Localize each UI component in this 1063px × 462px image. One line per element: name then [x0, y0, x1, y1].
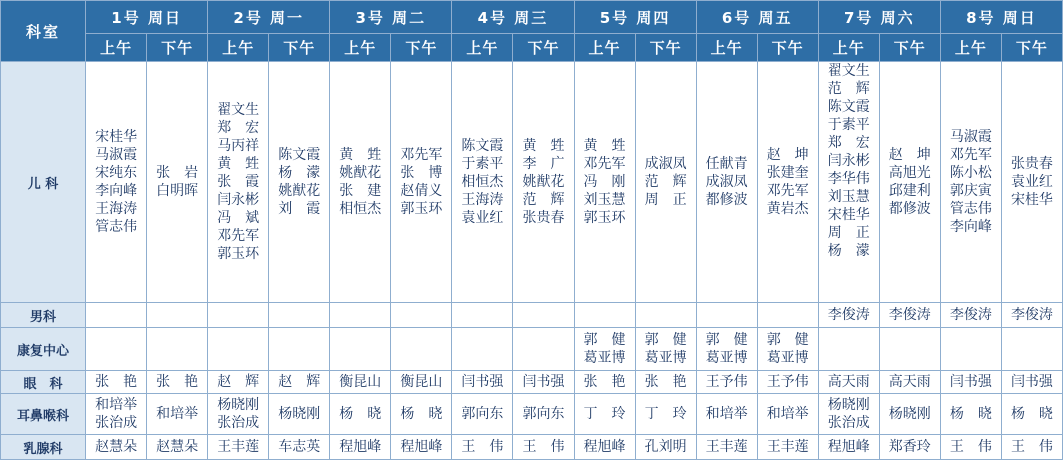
dept-label: 儿 科 — [1, 62, 86, 303]
doctor-name: 于素平 — [461, 156, 504, 172]
duty-cell — [1001, 303, 1062, 328]
dept-label: 乳腺科 — [1, 435, 86, 460]
am-header: 上午 — [208, 34, 269, 62]
doctor-name: 刘玉慧 — [827, 189, 870, 205]
doctor-name: 相恒杰 — [461, 174, 504, 190]
pm-header: 下午 — [1001, 34, 1062, 62]
dept-label: 眼 科 — [1, 371, 86, 394]
doctor-name: 袁业红 — [461, 210, 504, 226]
dept-label: 康复中心 — [1, 328, 86, 371]
doctor-name: 葛亚博 — [583, 350, 626, 366]
doctor-name: 和培举 — [766, 406, 809, 422]
doctor-name: 赵 坤 — [766, 147, 809, 163]
duty-cell — [452, 62, 513, 303]
duty-cell — [635, 62, 696, 303]
duty-cell — [513, 303, 574, 328]
doctor-name: 都修波 — [705, 192, 748, 208]
doctor-name: 宋桂华 — [827, 207, 870, 223]
duty-cell — [513, 371, 574, 394]
dept-label: 耳鼻喉科 — [1, 394, 86, 435]
doctor-name: 王丰莲 — [217, 439, 260, 455]
doctor-name: 赵慧朵 — [95, 439, 138, 455]
doctor-name: 孔刘明 — [644, 439, 687, 455]
am-header: 上午 — [940, 34, 1001, 62]
doctor-name: 王 伟 — [522, 439, 565, 455]
doctor-name: 李华伟 — [827, 171, 870, 187]
duty-cell — [818, 394, 879, 435]
duty-cell — [940, 371, 1001, 394]
am-header: 上午 — [696, 34, 757, 62]
duty-cell — [269, 328, 330, 371]
duty-cell — [635, 435, 696, 460]
duty-cell — [452, 394, 513, 435]
doctor-name: 王 伟 — [1010, 439, 1053, 455]
doctor-name: 王 伟 — [949, 439, 992, 455]
doctor-name: 王海涛 — [461, 192, 504, 208]
doctor-name: 杨晓刚 — [827, 397, 870, 413]
doctor-name: 程旭峰 — [339, 439, 382, 455]
doctor-name: 李俊涛 — [949, 307, 992, 323]
day-header: 2号 周一 — [208, 1, 330, 34]
doctor-name: 周 正 — [644, 192, 687, 208]
half-day-header-row — [1, 34, 1063, 62]
doctor-name: 管志伟 — [949, 201, 992, 217]
am-header: 上午 — [452, 34, 513, 62]
duty-cell — [208, 62, 269, 303]
doctor-name: 陈文霞 — [278, 147, 321, 163]
duty-cell — [147, 303, 208, 328]
doctor-name: 郭玉环 — [583, 210, 626, 226]
day-header-row — [1, 1, 1063, 34]
doctor-name: 程旭峰 — [583, 439, 626, 455]
duty-cell — [452, 328, 513, 371]
doctor-name: 和培举 — [156, 406, 199, 422]
duty-cell — [940, 435, 1001, 460]
duty-cell — [208, 328, 269, 371]
doctor-name: 闫书强 — [522, 374, 565, 390]
duty-cell — [757, 435, 818, 460]
duty-cell — [269, 62, 330, 303]
doctor-name: 翟文生 — [217, 102, 260, 118]
doctor-name: 张 岩 — [156, 165, 199, 181]
duty-cell — [269, 394, 330, 435]
duty-cell — [86, 303, 147, 328]
duty-cell — [879, 394, 940, 435]
duty-cell — [696, 371, 757, 394]
doctor-name: 范 辉 — [827, 81, 870, 97]
duty-cell — [635, 303, 696, 328]
duty-cell — [574, 371, 635, 394]
duty-cell — [330, 328, 391, 371]
doctor-name: 姚猷花 — [278, 183, 321, 199]
duty-cell — [940, 303, 1001, 328]
duty-cell — [86, 394, 147, 435]
doctor-name: 刘 霞 — [278, 201, 321, 217]
doctor-name: 张 霞 — [217, 174, 260, 190]
duty-cell — [940, 328, 1001, 371]
doctor-name: 陈文霞 — [461, 138, 504, 154]
duty-cell — [757, 394, 818, 435]
doctor-name: 袁业红 — [1010, 174, 1053, 190]
doctor-name: 葛亚博 — [705, 350, 748, 366]
pm-header: 下午 — [513, 34, 574, 62]
duty-cell — [818, 328, 879, 371]
doctor-name: 张治成 — [217, 415, 260, 431]
row-breast — [1, 435, 1063, 460]
duty-cell — [391, 303, 452, 328]
doctor-name: 杨 濛 — [827, 243, 870, 259]
doctor-name: 闫书强 — [461, 374, 504, 390]
doctor-name: 郭向东 — [461, 406, 504, 422]
duty-cell — [391, 435, 452, 460]
duty-cell — [391, 328, 452, 371]
doctor-name: 丁 玲 — [583, 406, 626, 422]
day-header: 8号 周日 — [940, 1, 1062, 34]
doctor-name: 张贵春 — [1010, 156, 1053, 172]
row-andrology — [1, 303, 1063, 328]
duty-cell — [574, 394, 635, 435]
doctor-name: 葛亚博 — [644, 350, 687, 366]
duty-cell — [757, 62, 818, 303]
pm-header: 下午 — [147, 34, 208, 62]
duty-cell — [330, 371, 391, 394]
duty-cell — [574, 303, 635, 328]
doctor-name: 高天雨 — [827, 374, 870, 390]
duty-cell — [86, 62, 147, 303]
doctor-name: 郭 健 — [644, 332, 687, 348]
doctor-name: 李向峰 — [95, 183, 138, 199]
doctor-name: 郑 宏 — [827, 135, 870, 151]
doctor-name: 李俊涛 — [1010, 307, 1053, 323]
doctor-name: 相恒杰 — [339, 201, 382, 217]
row-ophthalmology — [1, 371, 1063, 394]
row-ent — [1, 394, 1063, 435]
duty-cell — [818, 62, 879, 303]
doctor-name: 郭庆寅 — [949, 183, 992, 199]
doctor-name: 邓先军 — [766, 183, 809, 199]
day-header: 4号 周三 — [452, 1, 574, 34]
doctor-name: 宋纯东 — [95, 165, 138, 181]
doctor-name: 刘玉慧 — [583, 192, 626, 208]
doctor-name: 杨晓刚 — [888, 406, 931, 422]
doctor-name: 葛亚博 — [766, 350, 809, 366]
doctor-name: 马丙祥 — [217, 138, 260, 154]
doctor-name: 李 广 — [522, 156, 565, 172]
duty-cell — [86, 371, 147, 394]
doctor-name: 杨晓刚 — [278, 406, 321, 422]
doctor-name: 邱建利 — [888, 183, 931, 199]
doctor-name: 车志英 — [278, 439, 321, 455]
doctor-name: 冯 刚 — [583, 174, 626, 190]
doctor-name: 周 正 — [827, 225, 870, 241]
doctor-name: 姚猷花 — [522, 174, 565, 190]
am-header: 上午 — [330, 34, 391, 62]
duty-cell — [757, 328, 818, 371]
duty-cell — [757, 303, 818, 328]
doctor-name: 王丰莲 — [766, 439, 809, 455]
doctor-name: 闫书强 — [1010, 374, 1053, 390]
duty-cell — [1001, 371, 1062, 394]
am-header: 上午 — [86, 34, 147, 62]
duty-cell — [208, 303, 269, 328]
doctor-name: 马淑霞 — [95, 147, 138, 163]
doctor-name: 张贵春 — [522, 210, 565, 226]
duty-cell — [1001, 435, 1062, 460]
doctor-name: 白明晖 — [156, 183, 199, 199]
doctor-name: 杨 濛 — [278, 165, 321, 181]
duty-cell — [696, 394, 757, 435]
duty-cell — [269, 435, 330, 460]
doctor-name: 张 艳 — [95, 374, 138, 390]
duty-cell — [513, 435, 574, 460]
am-header: 上午 — [818, 34, 879, 62]
doctor-name: 赵 坤 — [888, 147, 931, 163]
row-pediatrics — [1, 62, 1063, 303]
duty-cell — [452, 303, 513, 328]
duty-cell — [757, 371, 818, 394]
doctor-name: 范 辉 — [522, 192, 565, 208]
duty-cell — [147, 394, 208, 435]
duty-cell — [147, 371, 208, 394]
duty-cell — [147, 328, 208, 371]
duty-cell — [818, 371, 879, 394]
doctor-name: 郭 健 — [705, 332, 748, 348]
doctor-name: 郭向东 — [522, 406, 565, 422]
duty-cell — [574, 435, 635, 460]
day-header: 1号 周日 — [86, 1, 208, 34]
duty-cell — [879, 62, 940, 303]
doctor-name: 黄岩杰 — [766, 201, 809, 217]
duty-cell — [330, 62, 391, 303]
duty-cell — [818, 303, 879, 328]
doctor-name: 衡昆山 — [339, 374, 382, 390]
duty-cell — [635, 394, 696, 435]
duty-cell — [879, 303, 940, 328]
doctor-name: 成淑凤 — [644, 156, 687, 172]
doctor-name: 王 伟 — [461, 439, 504, 455]
duty-cell — [330, 435, 391, 460]
doctor-name: 杨晓刚 — [217, 397, 260, 413]
doctor-name: 杨 晓 — [1010, 406, 1053, 422]
doctor-name: 杨 晓 — [339, 406, 382, 422]
doctor-name: 冯 斌 — [217, 210, 260, 226]
doctor-name: 任献青 — [705, 156, 748, 172]
pm-header: 下午 — [391, 34, 452, 62]
doctor-name: 郭玉环 — [400, 201, 443, 217]
pm-header: 下午 — [879, 34, 940, 62]
doctor-name: 邓先军 — [949, 147, 992, 163]
doctor-name: 邓先军 — [583, 156, 626, 172]
doctor-name: 陈文霞 — [827, 99, 870, 115]
duty-cell — [452, 371, 513, 394]
doctor-name: 于素平 — [827, 117, 870, 133]
duty-cell — [879, 435, 940, 460]
day-header: 3号 周二 — [330, 1, 452, 34]
doctor-name: 王丰莲 — [705, 439, 748, 455]
duty-cell — [696, 62, 757, 303]
schedule-body — [1, 62, 1063, 460]
doctor-name: 张 艳 — [156, 374, 199, 390]
doctor-name: 李俊涛 — [827, 307, 870, 323]
duty-cell — [513, 328, 574, 371]
doctor-name: 邓先军 — [217, 228, 260, 244]
duty-cell — [635, 371, 696, 394]
doctor-name: 郭 健 — [583, 332, 626, 348]
duty-cell — [147, 435, 208, 460]
doctor-name: 姚猷花 — [339, 165, 382, 181]
row-rehab-center — [1, 328, 1063, 371]
doctor-name: 杨 晓 — [400, 406, 443, 422]
day-header: 6号 周五 — [696, 1, 818, 34]
pm-header: 下午 — [635, 34, 696, 62]
doctor-name: 程旭峰 — [827, 439, 870, 455]
duty-cell — [391, 394, 452, 435]
doctor-name: 赵 辉 — [217, 374, 260, 390]
duty-cell — [818, 435, 879, 460]
duty-cell — [940, 394, 1001, 435]
doctor-name: 程旭峰 — [400, 439, 443, 455]
pm-header: 下午 — [757, 34, 818, 62]
doctor-name: 管志伟 — [95, 219, 138, 235]
duty-cell — [696, 435, 757, 460]
pm-header: 下午 — [269, 34, 330, 62]
doctor-name: 黄 甡 — [339, 147, 382, 163]
doctor-name: 马淑霞 — [949, 129, 992, 145]
doctor-name: 闫永彬 — [827, 153, 870, 169]
duty-cell — [1001, 394, 1062, 435]
doctor-name: 和培举 — [705, 406, 748, 422]
doctor-name: 郭 健 — [766, 332, 809, 348]
doctor-name: 闫书强 — [949, 374, 992, 390]
duty-cell — [208, 435, 269, 460]
day-header: 5号 周四 — [574, 1, 696, 34]
doctor-name: 高天雨 — [888, 374, 931, 390]
duty-cell — [635, 328, 696, 371]
duty-cell — [330, 303, 391, 328]
duty-cell — [879, 328, 940, 371]
dept-label: 男科 — [1, 303, 86, 328]
duty-cell — [879, 371, 940, 394]
doctor-name: 李向峰 — [949, 219, 992, 235]
doctor-name: 宋桂华 — [1010, 192, 1053, 208]
duty-cell — [147, 62, 208, 303]
doctor-name: 都修波 — [888, 201, 931, 217]
duty-cell — [1001, 62, 1062, 303]
duty-cell — [940, 62, 1001, 303]
doctor-name: 高旭光 — [888, 165, 931, 181]
duty-cell — [513, 394, 574, 435]
duty-cell — [696, 303, 757, 328]
doctor-name: 张 艳 — [583, 374, 626, 390]
duty-cell — [208, 371, 269, 394]
dept-header: 科室 — [1, 1, 86, 62]
doctor-name: 衡昆山 — [400, 374, 443, 390]
duty-cell — [86, 328, 147, 371]
doctor-name: 陈小松 — [949, 165, 992, 181]
doctor-name: 翟文生 — [827, 63, 870, 79]
duty-cell — [513, 62, 574, 303]
doctor-name: 黄 甡 — [522, 138, 565, 154]
doctor-name: 邓先军 — [400, 147, 443, 163]
duty-cell — [696, 328, 757, 371]
am-header: 上午 — [574, 34, 635, 62]
doctor-name: 王予伟 — [705, 374, 748, 390]
doctor-name: 张 博 — [400, 165, 443, 181]
doctor-name: 王予伟 — [766, 374, 809, 390]
duty-cell — [452, 435, 513, 460]
doctor-name: 张 建 — [339, 183, 382, 199]
duty-cell — [391, 62, 452, 303]
doctor-name: 赵倩义 — [400, 183, 443, 199]
doctor-name: 赵慧朵 — [156, 439, 199, 455]
doctor-name: 郭玉环 — [217, 246, 260, 262]
duty-cell — [574, 328, 635, 371]
duty-cell — [269, 371, 330, 394]
duty-cell — [330, 394, 391, 435]
day-header: 7号 周六 — [818, 1, 940, 34]
doctor-name: 范 辉 — [644, 174, 687, 190]
doctor-name: 闫永彬 — [217, 192, 260, 208]
duty-cell — [574, 62, 635, 303]
duty-cell — [269, 303, 330, 328]
doctor-name: 成淑凤 — [705, 174, 748, 190]
doctor-name: 张 艳 — [644, 374, 687, 390]
duty-cell — [86, 435, 147, 460]
doctor-name: 李俊涛 — [888, 307, 931, 323]
doctor-name: 王海涛 — [95, 201, 138, 217]
doctor-name: 张建奎 — [766, 165, 809, 181]
doctor-name: 和培举 — [95, 397, 138, 413]
doctor-name: 宋桂华 — [95, 129, 138, 145]
duty-cell — [391, 371, 452, 394]
doctor-name: 黄 甡 — [583, 138, 626, 154]
doctor-name: 赵 辉 — [278, 374, 321, 390]
doctor-name: 郑 宏 — [217, 120, 260, 136]
doctor-name: 郑香玲 — [888, 439, 931, 455]
doctor-name: 张治成 — [827, 415, 870, 431]
duty-cell — [1001, 328, 1062, 371]
doctor-name: 张治成 — [95, 415, 138, 431]
doctor-name: 杨 晓 — [949, 406, 992, 422]
doctor-name: 丁 玲 — [644, 406, 687, 422]
doctor-name: 黄 甡 — [217, 156, 260, 172]
duty-cell — [208, 394, 269, 435]
